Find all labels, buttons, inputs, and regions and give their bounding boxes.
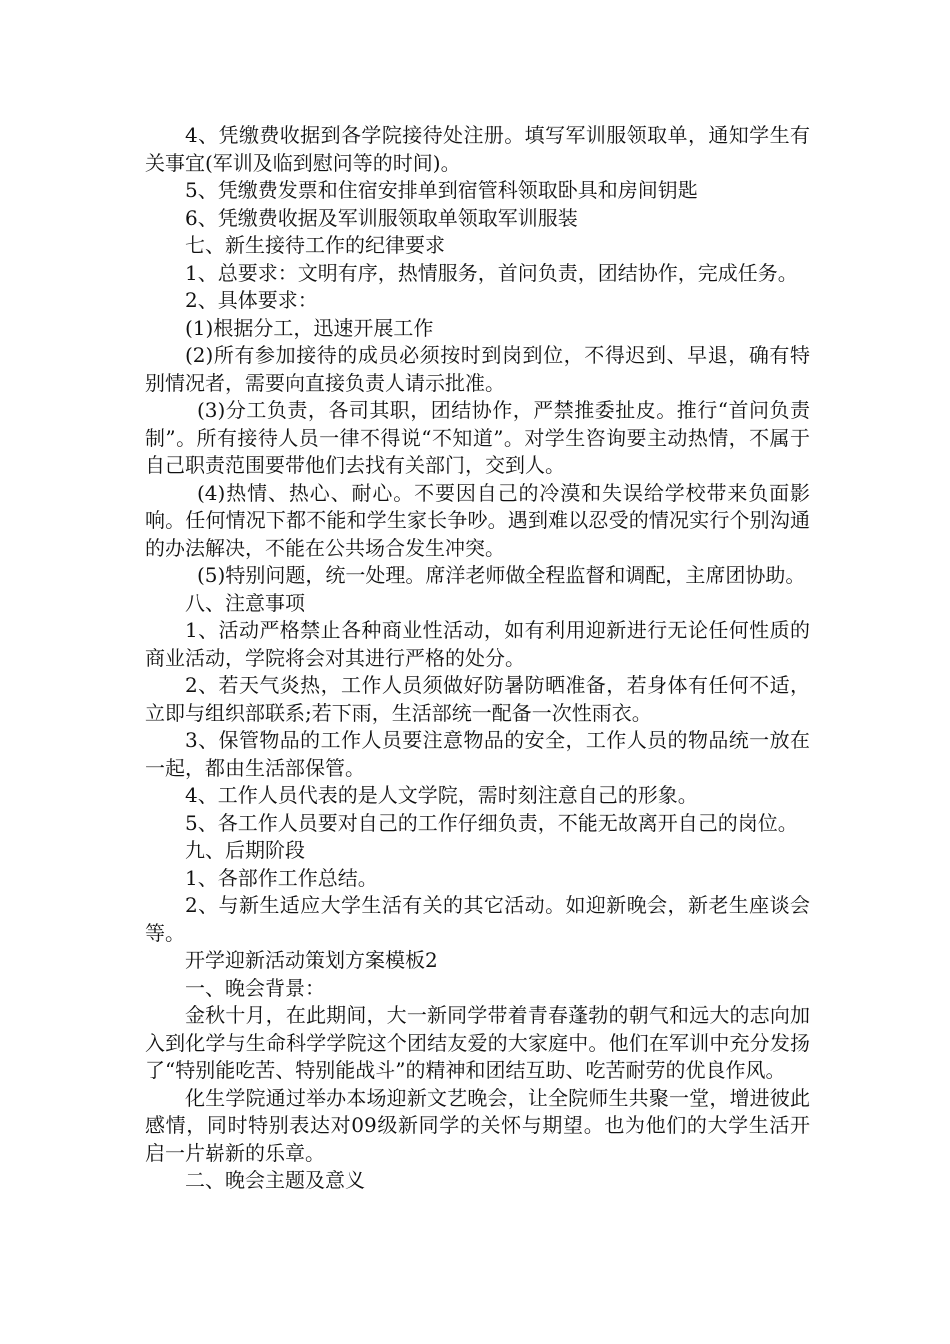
- paragraph-general-requirement: 1、总要求：文明有序，热情服务，首问负责，团结协作，完成任务。: [185, 260, 798, 285]
- paragraph-note-1: 1、活动严格禁止各种商业性活动，如有利用迎新进行无论任何性质的商业活动，学院将会对其进行严格的处分。: [145, 618, 810, 670]
- paragraph-specific-requirements: 2、具体要求：: [185, 288, 318, 312]
- paragraph-registration: 4、凭缴费收据到各学院接待处注册。填写军训服领取单，通知学生有关事宜(军训及临到慰问等的时间)。: [145, 123, 810, 175]
- section-heading-theme: 二、晚会主题及意义: [185, 1168, 365, 1192]
- section-heading-background: 一、晚会背景：: [185, 975, 325, 1000]
- paragraph-background-2: 化生学院通过举办本场迎新文艺晚会，让全院师生共聚一堂，增进彼此感情，同时特别表达对09级新同学的关怀与期望。也为他们的大学生活开启一片崭新的乐章。: [145, 1085, 810, 1165]
- paragraph-later-1: 1、各部作工作总结。: [185, 865, 378, 890]
- paragraph-background-1: 金秋十月，在此期间，大一新同学带着青春蓬勃的朝气和远大的志向加入到化学与生命科学学院这个团结友爱的大家庭中。他们在军训中充分发扬了“特别能吃苦、特别能战斗”的精神和团结互助、吃苦耐劳的优良作风。: [145, 1003, 810, 1082]
- paragraph-bedding: 5、凭缴费发票和住宿安排单到宿管科领取卧具和房间钥匙: [185, 178, 698, 202]
- paragraph-item-1: (1)根据分工，迅速开展工作: [185, 315, 434, 340]
- paragraph-item-5: (5)特别问题，统一处理。席洋老师做全程监督和调配，主席团协助。: [197, 563, 806, 587]
- paragraph-note-5: 5、各工作人员要对自己的工作仔细负责，不能无故离开自己的岗位。: [185, 810, 798, 835]
- paragraph-item-2: (2)所有参加接待的成员必须按时到岗到位，不得迟到、早退，确有特别情况者，需要向直接负责人请示批准。: [145, 343, 810, 395]
- paragraph-item-4: (4)热情、热心、耐心。不要因自己的冷漠和失误给学校带来负面影响。任何情况下都不能和学生家长争吵。遇到难以忍受的情况实行个别沟通的办法解决，不能在公共场合发生冲突。: [145, 480, 810, 560]
- paragraph-note-2: 2、若天气炎热，工作人员须做好防暑防晒准备，若身体有任何不适，立即与组织部联系;若下雨，生活部统一配备一次性雨衣。: [145, 673, 810, 725]
- template-title: 开学迎新活动策划方案模板2: [185, 948, 438, 972]
- paragraph-note-3: 3、保管物品的工作人员要注意物品的安全，工作人员的物品统一放在一起，都由生活部保管。: [145, 728, 810, 780]
- document-body: [145, 122, 810, 1195]
- section-heading-later-stage: 九、后期阶段: [185, 838, 305, 862]
- paragraph-item-3: (3)分工负责，各司其职，团结协作，严禁推委扯皮。推行“首问负责制”。所有接待人员一律不得说“不知道”。对学生咨询要主动热情，不属于自己职责范围要带他们去找有关部门，交到人。: [145, 398, 810, 477]
- section-heading-discipline: 七、新生接待工作的纪律要求: [185, 233, 445, 257]
- section-heading-notes: 八、注意事项: [185, 590, 305, 615]
- paragraph-note-4: 4、工作人员代表的是人文学院，需时刻注意自己的形象。: [185, 783, 698, 807]
- paragraph-later-2: 2、与新生适应大学生活有关的其它活动。如迎新晚会，新老生座谈会等。: [145, 893, 810, 945]
- paragraph-uniform: 6、凭缴费收据及军训服领取单领取军训服装: [185, 205, 578, 230]
